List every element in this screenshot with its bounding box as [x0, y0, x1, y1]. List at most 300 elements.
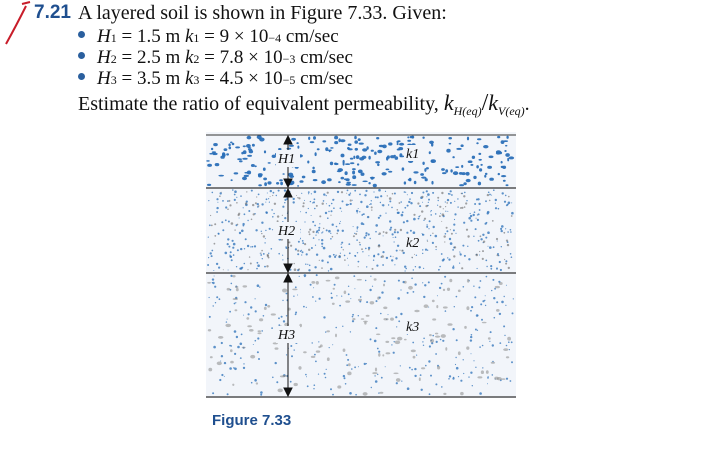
- soil-grain: [366, 315, 370, 317]
- soil-grain: [422, 137, 424, 139]
- soil-grain: [266, 198, 268, 200]
- soil-grain: [282, 289, 287, 293]
- soil-grain: [216, 198, 218, 200]
- soil-grain: [496, 152, 501, 155]
- soil-grain: [315, 301, 316, 302]
- soil-grain: [208, 368, 212, 372]
- soil-grain: [438, 200, 439, 201]
- soil-grain: [251, 164, 255, 167]
- soil-grain: [230, 349, 233, 352]
- soil-grain: [265, 230, 266, 231]
- soil-grain: [397, 337, 402, 341]
- soil-grain: [233, 367, 235, 369]
- soil-grain: [284, 199, 286, 201]
- soil-grain: [432, 242, 434, 244]
- soil-grain: [240, 357, 242, 359]
- soil-grain: [368, 156, 370, 160]
- soil-grain: [394, 264, 395, 265]
- soil-grain: [378, 392, 379, 393]
- soil-grain: [378, 351, 380, 353]
- soil-grain: [416, 255, 417, 256]
- soil-grain: [419, 205, 421, 207]
- soil-grain: [272, 216, 274, 218]
- soil-grain: [463, 182, 466, 185]
- soil-grain: [493, 246, 495, 248]
- soil-grain: [494, 317, 496, 319]
- soil-grain: [493, 189, 495, 191]
- soil-grain: [308, 208, 309, 209]
- soil-grain: [474, 211, 476, 213]
- soil-grain: [402, 211, 404, 213]
- soil-grain: [340, 253, 341, 254]
- soil-grain: [290, 245, 292, 247]
- soil-grain: [305, 264, 306, 265]
- soil-grain: [365, 280, 366, 281]
- k-unit: cm/sec: [285, 26, 339, 47]
- soil-grain: [505, 305, 506, 306]
- soil-grain: [234, 190, 237, 193]
- soil-grain: [334, 284, 336, 286]
- soil-grain: [488, 246, 489, 247]
- soil-grain: [258, 330, 262, 332]
- soil-grain: [432, 233, 433, 234]
- soil-grain: [411, 350, 416, 353]
- soil-grain: [491, 290, 492, 291]
- soil-grain: [406, 220, 408, 222]
- soil-grain: [306, 376, 307, 377]
- soil-grain: [431, 181, 433, 185]
- soil-grain: [512, 312, 514, 314]
- soil-grain: [397, 231, 399, 233]
- soil-grain: [471, 353, 472, 354]
- soil-grain: [299, 276, 300, 277]
- soil-grain: [231, 283, 233, 285]
- soil-grain: [331, 210, 333, 212]
- soil-grain: [216, 263, 218, 265]
- soil-grain: [346, 183, 351, 186]
- soil-grain: [350, 193, 351, 194]
- k-subscript: 1: [193, 31, 200, 45]
- soil-grain: [326, 280, 331, 282]
- soil-grain: [327, 217, 329, 219]
- soil-grain: [334, 256, 336, 258]
- soil-grain: [449, 143, 452, 145]
- soil-grain: [472, 385, 473, 386]
- soil-grain: [511, 212, 514, 215]
- soil-grain: [377, 253, 379, 255]
- soil-grain: [372, 286, 373, 287]
- soil-grain: [314, 354, 316, 356]
- soil-grain: [218, 336, 223, 339]
- soil-grain: [313, 136, 316, 140]
- soil-grain: [337, 385, 341, 388]
- soil-grain: [228, 221, 230, 223]
- soil-grain: [306, 307, 307, 308]
- soil-grain: [383, 284, 385, 287]
- soil-grain: [237, 249, 239, 251]
- soil-grain: [357, 252, 358, 253]
- soil-grain: [498, 208, 500, 210]
- soil-grain: [327, 357, 330, 361]
- soil-grain: [325, 377, 327, 379]
- soil-grain: [229, 204, 231, 206]
- soil-grain: [384, 280, 386, 282]
- soil-grain: [282, 215, 283, 216]
- soil-grain: [419, 266, 421, 268]
- soil-grain: [275, 347, 279, 349]
- soil-grain: [214, 223, 216, 225]
- soil-grain: [427, 193, 430, 196]
- soil-grain: [212, 282, 213, 283]
- soil-grain: [313, 287, 314, 288]
- soil-grain: [373, 191, 374, 192]
- soil-grain: [429, 141, 434, 144]
- soil-grain: [315, 361, 317, 363]
- soil-grain: [359, 194, 361, 196]
- soil-grain: [231, 345, 233, 347]
- soil-grain: [304, 200, 305, 201]
- soil-grain: [227, 238, 229, 240]
- soil-grain: [232, 143, 235, 145]
- soil-grain: [408, 286, 413, 290]
- soil-grain: [328, 270, 329, 271]
- soil-grain: [480, 164, 482, 166]
- soil-grain: [383, 231, 385, 233]
- soil-grain: [471, 334, 473, 336]
- soil-grain: [232, 240, 234, 242]
- soil-grain: [511, 256, 513, 258]
- soil-grain: [261, 203, 263, 205]
- soil-grain: [224, 148, 228, 151]
- soil-grain: [476, 254, 479, 257]
- soil-grain: [408, 179, 411, 181]
- soil-grain: [480, 238, 482, 240]
- soil-grain: [510, 380, 512, 382]
- soil-grain: [441, 334, 446, 338]
- soil-grain: [491, 195, 492, 196]
- soil-grain: [375, 368, 377, 372]
- soil-grain: [464, 326, 467, 329]
- soil-grain: [362, 251, 363, 252]
- soil-grain: [324, 373, 326, 375]
- soil-grain: [259, 286, 260, 287]
- soil-grain: [311, 356, 316, 358]
- soil-grain: [264, 242, 265, 243]
- soil-grain: [246, 144, 251, 148]
- soil-grain: [426, 226, 428, 228]
- soil-grain: [374, 340, 377, 343]
- soil-grain: [454, 201, 455, 202]
- soil-grain: [441, 386, 443, 388]
- soil-grain: [350, 298, 351, 299]
- soil-grain: [385, 366, 386, 367]
- soil-grain: [482, 234, 484, 236]
- soil-grain: [399, 143, 404, 146]
- soil-grain: [371, 209, 372, 210]
- soil-grain: [334, 136, 338, 140]
- soil-grain: [480, 303, 482, 305]
- soil-grain: [394, 231, 396, 233]
- soil-grain: [439, 287, 441, 289]
- soil-grain: [340, 207, 342, 209]
- soil-grain: [403, 252, 405, 254]
- h-symbol: H: [97, 47, 111, 68]
- soil-grain: [389, 200, 391, 202]
- soil-grain: [421, 196, 423, 198]
- soil-grain: [224, 376, 225, 377]
- soil-grain: [353, 275, 355, 277]
- bullet-icon: [78, 52, 85, 59]
- figure-caption: Figure 7.33: [212, 412, 292, 429]
- soil-grain: [464, 192, 466, 194]
- soil-grain: [497, 254, 499, 256]
- soil-grain: [338, 138, 340, 142]
- soil-grain: [289, 175, 294, 178]
- soil-grain: [278, 253, 280, 255]
- soil-grain: [403, 221, 405, 223]
- h3-label: H3: [278, 328, 296, 343]
- soil-grain: [374, 152, 377, 155]
- soil-grain: [366, 266, 367, 267]
- soil-grain: [294, 349, 295, 350]
- soil-grain: [425, 205, 427, 207]
- soil-grain: [506, 184, 509, 186]
- soil-grain: [482, 322, 487, 324]
- soil-grain: [395, 156, 399, 160]
- k-symbol: k: [184, 26, 194, 47]
- soil-grain: [499, 261, 501, 263]
- soil-grain: [362, 156, 367, 159]
- soil-grain: [257, 135, 262, 139]
- soil-grain: [305, 374, 307, 376]
- soil-grain: [479, 255, 480, 256]
- soil-grain: [332, 199, 334, 201]
- soil-grain: [353, 156, 355, 159]
- given-item: [78, 68, 353, 90]
- soil-grain: [259, 318, 263, 321]
- soil-grain: [425, 178, 428, 181]
- soil-grain: [428, 281, 430, 283]
- soil-grain: [232, 247, 234, 249]
- soil-grain: [244, 263, 246, 265]
- soil-grain: [420, 215, 421, 216]
- soil-grain: [230, 275, 232, 277]
- bullet-icon: [78, 31, 85, 38]
- soil-grain: [473, 176, 476, 179]
- soil-grain: [404, 181, 406, 184]
- soil-grain: [327, 178, 332, 181]
- soil-grain: [308, 269, 310, 271]
- soil-grain: [311, 247, 313, 249]
- soil-grain: [355, 148, 358, 151]
- soil-grain: [249, 256, 250, 257]
- soil-grain: [263, 235, 265, 237]
- soil-grain: [248, 313, 250, 315]
- soil-grain: [443, 208, 444, 209]
- soil-grain: [260, 253, 261, 254]
- soil-grain: [312, 167, 314, 170]
- soil-grain: [267, 181, 271, 184]
- soil-grain: [378, 245, 381, 248]
- soil-grain: [361, 222, 364, 225]
- soil-grain: [453, 224, 455, 226]
- soil-grain: [344, 377, 346, 379]
- soil-grain: [323, 193, 325, 195]
- soil-grain: [257, 337, 259, 339]
- soil-grain: [410, 230, 412, 232]
- soil-grain: [347, 147, 350, 150]
- soil-grain: [479, 392, 482, 395]
- soil-grain: [381, 255, 384, 258]
- soil-grain: [318, 227, 320, 229]
- task-text: Estimate the ratio of equivalent permeability,: [78, 93, 444, 115]
- soil-grain: [343, 162, 345, 165]
- soil-grain: [422, 162, 424, 165]
- soil-grain: [347, 359, 349, 361]
- soil-grain: [419, 377, 421, 381]
- soil-grain: [459, 251, 460, 252]
- soil-grain: [236, 336, 238, 338]
- soil-grain: [316, 254, 318, 256]
- soil-grain: [246, 201, 248, 203]
- soil-grain: [245, 238, 247, 240]
- soil-grain: [214, 235, 216, 237]
- soil-grain: [439, 266, 441, 268]
- soil-grain: [212, 392, 214, 394]
- k-value: = 9 × 10: [204, 26, 269, 47]
- soil-grain: [274, 203, 276, 205]
- soil-grain: [430, 375, 432, 377]
- soil-grain: [243, 285, 248, 287]
- soil-grain: [261, 231, 262, 232]
- soil-grain: [355, 233, 357, 235]
- soil-grain: [494, 288, 496, 290]
- soil-grain: [501, 175, 506, 177]
- soil-grain: [206, 160, 210, 162]
- soil-grain: [256, 196, 257, 197]
- ratio-numerator: k: [443, 90, 454, 115]
- soil-grain: [213, 346, 216, 349]
- soil-grain: [449, 279, 452, 283]
- soil-grain: [322, 231, 323, 232]
- soil-grain: [373, 255, 375, 257]
- soil-grain: [253, 213, 255, 215]
- soil-grain: [400, 229, 402, 231]
- soil-grain: [489, 178, 494, 181]
- soil-grain: [287, 148, 292, 150]
- soil-grain: [492, 374, 494, 376]
- soil-grain: [447, 257, 448, 258]
- bullet-icon: [78, 73, 85, 80]
- soil-grain: [381, 291, 383, 293]
- soil-grain: [298, 241, 300, 243]
- soil-grain: [345, 163, 350, 165]
- soil-grain: [405, 192, 406, 193]
- soil-grain: [451, 233, 453, 235]
- soil-grain: [276, 182, 279, 185]
- soil-grain: [508, 196, 510, 198]
- soil-grain: [368, 233, 370, 235]
- soil-grain: [454, 213, 456, 215]
- given-item: [78, 26, 339, 48]
- soil-grain: [392, 233, 394, 235]
- soil-grain: [221, 342, 223, 344]
- soil-grain: [343, 249, 344, 250]
- soil-grain: [309, 265, 311, 267]
- soil-grain: [359, 242, 361, 244]
- soil-grain: [511, 215, 513, 217]
- soil-grain: [247, 269, 248, 270]
- soil-grain: [427, 241, 428, 242]
- soil-grain: [489, 200, 491, 202]
- soil-grain: [454, 306, 455, 307]
- soil-grain: [314, 384, 316, 386]
- k-unit: cm/sec: [300, 47, 353, 68]
- soil-grain: [390, 256, 392, 258]
- soil-grain: [251, 382, 253, 384]
- soil-grain: [451, 194, 453, 196]
- soil-grain: [444, 241, 445, 242]
- soil-grain: [396, 141, 398, 143]
- soil-grain: [458, 290, 461, 293]
- soil-grain: [382, 204, 384, 206]
- soil-grain: [397, 212, 399, 214]
- k3-label: k3: [406, 320, 420, 335]
- soil-grain: [311, 215, 312, 216]
- soil-grain: [401, 381, 402, 382]
- soil-grain: [496, 301, 498, 303]
- soil-grain: [479, 159, 482, 161]
- soil-grain: [404, 191, 406, 193]
- soil-grain: [261, 250, 263, 252]
- soil-grain: [445, 206, 446, 207]
- soil-grain: [501, 140, 505, 144]
- soil-grain: [266, 212, 268, 214]
- soil-grain: [395, 341, 401, 345]
- soil-grain: [307, 385, 309, 387]
- soil-grain: [431, 159, 436, 163]
- soil-grain: [435, 353, 437, 355]
- soil-grain: [230, 251, 232, 253]
- soil-grain: [365, 232, 367, 234]
- soil-grain: [304, 274, 307, 277]
- soil-grain: [301, 254, 302, 255]
- soil-grain: [261, 330, 263, 332]
- soil-grain: [375, 196, 377, 198]
- soil-grain: [506, 136, 508, 139]
- soil-grain: [447, 199, 449, 201]
- soil-grain: [453, 171, 458, 175]
- soil-grain: [400, 365, 401, 366]
- k-value: = 7.8 × 10: [204, 47, 283, 68]
- soil-grain: [453, 377, 455, 379]
- soil-grain: [497, 136, 500, 138]
- soil-grain: [304, 221, 305, 222]
- soil-grain: [388, 204, 389, 205]
- soil-grain: [296, 221, 297, 222]
- soil-grain: [375, 161, 380, 163]
- soil-grain: [413, 171, 418, 173]
- soil-grain: [424, 304, 429, 308]
- soil-grain: [246, 191, 247, 192]
- soil-grain: [250, 355, 255, 359]
- soil-grain: [254, 379, 257, 382]
- soil-grain: [414, 310, 419, 313]
- soil-grain: [224, 362, 226, 364]
- soil-grain: [227, 243, 229, 245]
- soil-grain: [286, 315, 287, 316]
- soil-grain: [243, 315, 244, 316]
